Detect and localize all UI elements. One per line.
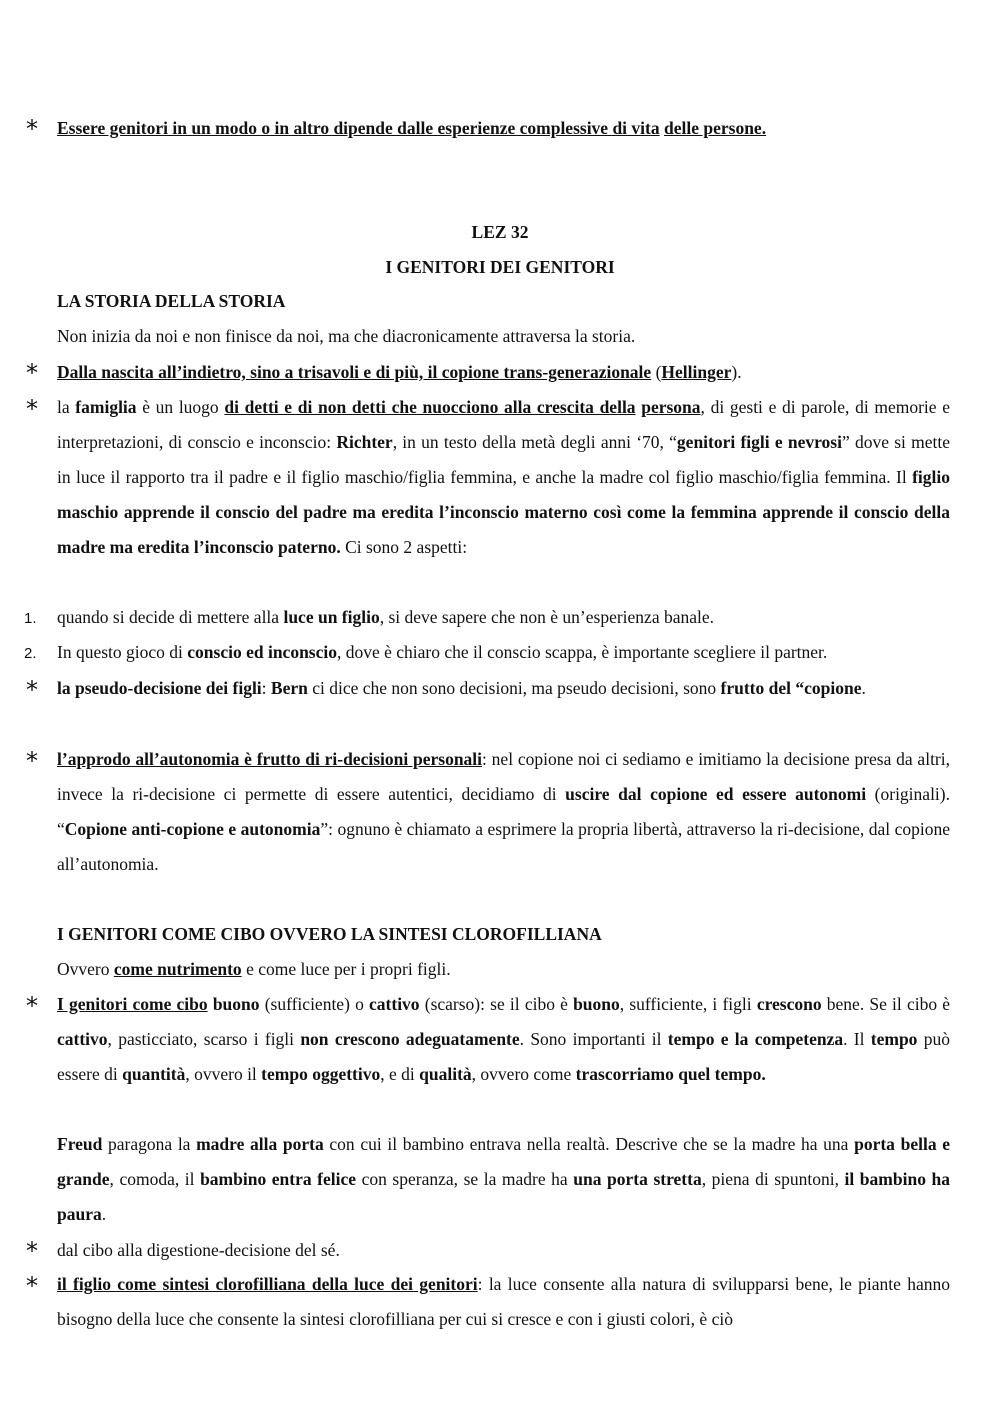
- section-heading: I GENITORI COME CIBO OVVERO LA SINTESI CLOROFILLIANA: [57, 924, 602, 944]
- section-intro: Ovvero come nutrimento e come luce per i propri figli.: [57, 959, 451, 979]
- bullet-paragraph: l’approdo all’autonomia è frutto di ri-decisioni personali: nel copione noi ci sediamo e imitiamo la decisione presa da altri, invece la ri-decisione ci permette di essere autentici, decidiamo di uscire dal copione ed essere autonomi (originali). “Copione anti-copione e autonomia”: ognuno è chiamato a esprimere la propria libertà, attraverso la ri-decisione, dal copione all’autonomia.: [57, 749, 950, 874]
- opening-statement: Essere genitori in un modo o in altro dipende dalle esperienze complessive di vita delle persone.: [57, 118, 767, 138]
- numbered-item: quando si decide di mettere alla luce un figlio, si deve sapere che non è un’esperienza banale.: [57, 607, 714, 627]
- bullet-marker: *: [26, 1237, 38, 1265]
- bullet-marker: *: [26, 115, 38, 143]
- section-heading: LA STORIA DELLA STORIA: [57, 291, 286, 311]
- bullet-marker: *: [26, 676, 38, 704]
- bullet-marker: *: [26, 395, 38, 423]
- bullet-paragraph: dal cibo alla digestione-decisione del sé.: [57, 1240, 340, 1260]
- lesson-title: I GENITORI DEI GENITORI: [385, 257, 615, 277]
- freud-paragraph: Freud paragona la madre alla porta con cui il bambino entrava nella realtà. Descrive che se la madre ha una porta bella e grande, comoda, il bambino entra felice con speranza, se la madre ha una porta stretta, piena di spuntoni, il bambino ha paura.: [57, 1134, 950, 1224]
- lesson-number: LEZ 32: [471, 222, 529, 242]
- bullet-marker: *: [26, 747, 38, 775]
- bullet-paragraph: I genitori come cibo buono (sufficiente) o cattivo (scarso): se il cibo è buono, sufficiente, i figli crescono bene. Se il cibo è cattivo, pasticciato, scarso i figli non crescono adeguatamente. Sono importanti il tempo e la competenza. Il tempo può essere di quantità, ovvero il tempo oggettivo, e di qualità, ovvero come trascorriamo quel tempo.: [57, 994, 951, 1084]
- bullet-marker: *: [26, 992, 38, 1020]
- bullet-marker: *: [26, 1272, 38, 1300]
- bullet-paragraph: Dalla nascita all’indietro, sino a trisavoli e di più, il copione trans-generazionale (Hellinger).: [57, 362, 742, 382]
- bullet-marker: *: [26, 359, 38, 387]
- list-number: 1.: [24, 610, 37, 627]
- bullet-paragraph: la famiglia è un luogo di detti e di non detti che nuocciono alla crescita della persona, di gesti e di parole, di memorie e interpretazioni, di conscio e inconscio: Richter, in un testo della metà degli anni ‘70, “genitori figli e nevrosi” dove si mette in luce il rapporto tra il padre e il figlio maschio/figlia femmina, e anche la madre col figlio maschio/figlia femmina. Il figlio maschio apprende il conscio del padre ma eredita l’inconscio materno così come la femmina apprende il conscio della madre ma eredita l’inconscio paterno. Ci sono 2 aspetti:: [57, 397, 950, 557]
- list-number: 2.: [24, 645, 37, 662]
- bullet-paragraph: la pseudo-decisione dei figli: Bern ci dice che non sono decisioni, ma pseudo decisioni, sono frutto del “copione.: [57, 678, 866, 698]
- bullet-paragraph: il figlio come sintesi clorofilliana della luce dei genitori: la luce consente alla natura di svilupparsi bene, le piante hanno bisogno della luce che consente la sintesi clorofilliana per cui si cresce e con i giusti colori, è ciò: [57, 1274, 951, 1329]
- section-intro: Non inizia da noi e non finisce da noi, ma che diacronicamente attraversa la storia.: [57, 326, 636, 346]
- numbered-item: In questo gioco di conscio ed inconscio, dove è chiaro che il conscio scappa, è importante scegliere il partner.: [57, 642, 828, 662]
